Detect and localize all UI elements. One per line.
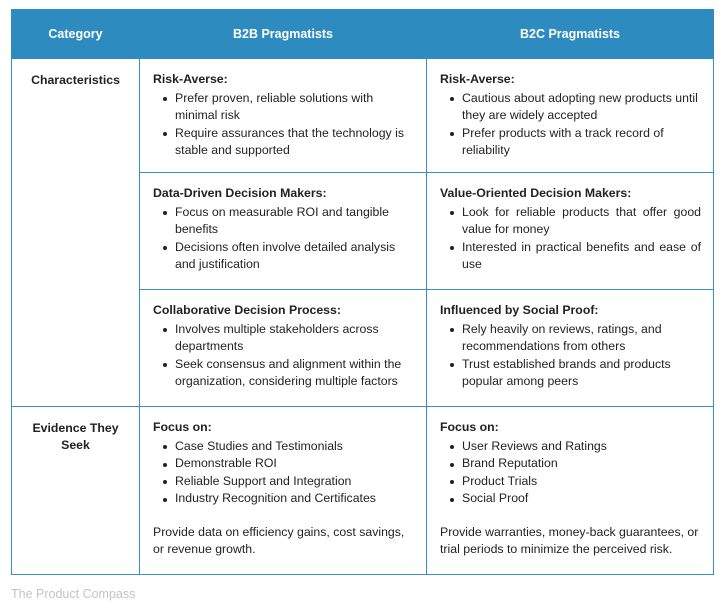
bullet-list bbox=[440, 321, 701, 391]
section-title: Influenced by Social Proof: bbox=[440, 303, 599, 317]
list-item: Rely heavily on reviews, ratings, and recommendations from others bbox=[462, 321, 701, 356]
list-item: Focus on measurable ROI and tangible benefits bbox=[175, 204, 414, 239]
list-item: Prefer products with a track record of reliability bbox=[462, 125, 701, 160]
list-item: User Reviews and Ratings bbox=[462, 438, 701, 456]
bullet-list bbox=[440, 204, 701, 274]
table-header-row bbox=[12, 10, 714, 59]
section-title: Focus on: bbox=[440, 420, 499, 434]
list-item: Cautious about adopting new products until they are widely accepted bbox=[462, 90, 701, 125]
list-item: Interested in practical benefits and ease of use bbox=[462, 239, 701, 274]
list-item: Involves multiple stakeholders across departments bbox=[175, 321, 414, 356]
b2b-evidence-cell bbox=[140, 407, 427, 575]
bullet-list bbox=[153, 321, 414, 391]
table-row bbox=[12, 407, 714, 575]
bullet-list bbox=[440, 90, 701, 160]
b2b-collaborative-cell bbox=[140, 290, 427, 407]
list-item: Case Studies and Testimonials bbox=[175, 438, 414, 456]
bullet-list bbox=[153, 438, 414, 508]
bullet-list bbox=[153, 90, 414, 160]
section-title: Risk-Averse: bbox=[153, 72, 228, 86]
b2b-risk-averse-cell bbox=[140, 58, 427, 173]
header-b2c-pragmatists: B2C Pragmatists bbox=[427, 10, 714, 59]
list-item: Require assurances that the technology is stable and supported bbox=[175, 125, 414, 160]
bullet-list bbox=[440, 438, 701, 508]
section-title: Focus on: bbox=[153, 420, 212, 434]
section-title: Value-Oriented Decision Makers: bbox=[440, 186, 632, 200]
evidence-note: Provide warranties, money-back guarantees, or trial periods to minimize the perceived risk. bbox=[440, 524, 699, 556]
list-item: Reliable Support and Integration bbox=[175, 473, 414, 491]
b2b-data-driven-cell bbox=[140, 173, 427, 290]
b2c-evidence-cell bbox=[427, 407, 714, 575]
pragmatists-comparison-table bbox=[11, 9, 714, 575]
list-item: Prefer proven, reliable solutions with minimal risk bbox=[175, 90, 414, 125]
evidence-note: Provide data on efficiency gains, cost savings, or revenue growth. bbox=[153, 524, 405, 556]
list-item: Social Proof bbox=[462, 490, 701, 508]
category-evidence-they-seek: Evidence They Seek bbox=[12, 407, 140, 575]
bullet-list bbox=[153, 204, 414, 274]
header-b2b-pragmatists: B2B Pragmatists bbox=[140, 10, 427, 59]
comparison-table-container bbox=[11, 9, 713, 575]
table-row bbox=[12, 58, 714, 173]
list-item: Decisions often involve detailed analysis and justification bbox=[175, 239, 414, 274]
b2c-social-proof-cell bbox=[427, 290, 714, 407]
header-category: Category bbox=[12, 10, 140, 59]
b2c-value-oriented-cell bbox=[427, 173, 714, 290]
category-characteristics: Characteristics bbox=[12, 58, 140, 407]
section-title: Collaborative Decision Process: bbox=[153, 303, 341, 317]
list-item: Look for reliable products that offer good value for money bbox=[462, 204, 701, 239]
list-item: Industry Recognition and Certificates bbox=[175, 490, 414, 508]
list-item: Seek consensus and alignment within the organization, considering multiple factors bbox=[175, 356, 414, 391]
list-item: Brand Reputation bbox=[462, 455, 701, 473]
section-title: Data-Driven Decision Makers: bbox=[153, 186, 327, 200]
b2c-risk-averse-cell bbox=[427, 58, 714, 173]
list-item: Demonstrable ROI bbox=[175, 455, 414, 473]
footer-attribution: The Product Compass bbox=[11, 587, 136, 601]
list-item: Trust established brands and products popular among peers bbox=[462, 356, 701, 391]
list-item: Product Trials bbox=[462, 473, 701, 491]
section-title: Risk-Averse: bbox=[440, 72, 515, 86]
